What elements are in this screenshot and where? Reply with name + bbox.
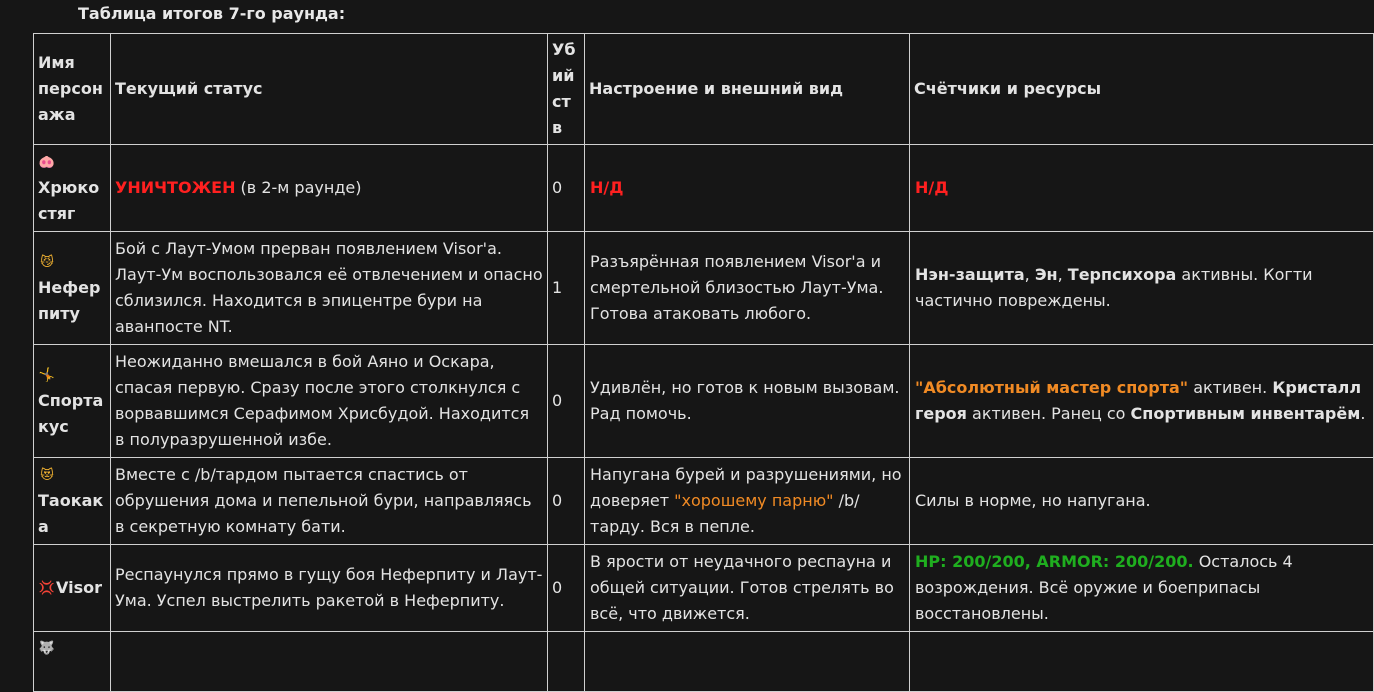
character-name: Хрюкостяг — [38, 178, 100, 223]
mood-cell: Удивлён, но готов к новым вызовам. Рад помочь. — [585, 345, 910, 458]
status-cell — [111, 145, 548, 232]
mood-cell — [585, 458, 910, 545]
mood-cell: В ярости от неудачного респауна и общей ситуации. Готов стрелять во всё, что движется. — [585, 545, 910, 632]
hp-armor-stats: HP: 200/200, ARMOR: 200/200. — [915, 552, 1194, 571]
character-name: Неферпиту — [38, 278, 101, 323]
separator: , — [1024, 265, 1035, 284]
kills-cell: 0 — [548, 345, 585, 458]
kills-cell: 0 — [548, 458, 585, 545]
na-label: Н/Д — [915, 178, 949, 197]
anger-symbol-icon: 💢 — [38, 580, 56, 596]
separator: , — [1057, 265, 1068, 284]
counters-text: активен. Ранец со — [966, 404, 1131, 423]
resource-name: Терпсихора — [1067, 265, 1177, 284]
character-name: Спортакус — [38, 391, 104, 436]
counters-text: Осталось 4 возрождения. Всё оружие и боеприпасы восстановлены. — [915, 552, 1293, 623]
gymnast-icon: 🤸 — [38, 367, 56, 383]
counters-cell — [910, 345, 1374, 458]
pig-nose-icon: 🐽 — [38, 154, 56, 170]
round-results-table — [33, 33, 1374, 692]
table-row — [34, 545, 1374, 632]
character-name: Таокака — [38, 491, 104, 536]
table-row — [34, 232, 1374, 345]
resource-name: Эн — [1034, 265, 1058, 284]
header-name: Имя персонажа — [34, 34, 111, 145]
table-title: Таблица итогов 7-го раунда: — [78, 4, 346, 23]
counters-text: активны. Когти частично повреждены. — [915, 265, 1313, 310]
resource-name: Кристалл героя — [915, 378, 1362, 423]
table-row — [34, 632, 1374, 692]
cat-face-icon: 😼 — [40, 254, 54, 270]
character-cell — [34, 458, 111, 545]
resource-name: Нэн-защита — [915, 265, 1025, 284]
counters-cell: Силы в норме, но напугана. — [910, 458, 1374, 545]
mood-text: Напугана бурей и разрушениями, но доверяет — [590, 465, 902, 510]
table-header-row — [34, 34, 1374, 145]
kills-cell — [548, 632, 585, 692]
status-text: (в 2-м раунде) — [235, 178, 362, 197]
destroyed-label: УНИЧТОЖЕН — [115, 178, 236, 197]
counters-text: активен. — [1188, 378, 1273, 397]
mood-cell — [585, 145, 910, 232]
character-cell — [34, 345, 111, 458]
character-cell — [34, 545, 111, 632]
status-cell: Вместе с /b/тардом пытается спастись от обрушения дома и пепельной бури, направляясь в секретную комнату бати. — [111, 458, 548, 545]
status-cell: Респаунулся прямо в гущу боя Неферпиту и Лаут-Ума. Успел выстрелить ракетой в Неферпиту. — [111, 545, 548, 632]
status-cell: Неожиданно вмешался в бой Аяно и Оскара, спасая первую. Сразу после этого столкнулся с ворвавшимся Серафимом Хрисбудой. Находится в полуразрушенной избе. — [111, 345, 548, 458]
table-row — [34, 458, 1374, 545]
header-kills: Убийств — [548, 34, 585, 145]
counters-cell — [910, 145, 1374, 232]
table-row — [34, 345, 1374, 458]
quote-highlight: "хорошему парню" — [674, 491, 834, 510]
kills-cell: 0 — [548, 545, 585, 632]
ability-name: "Абсолютный мастер спорта" — [915, 378, 1189, 397]
status-cell — [111, 632, 548, 692]
mood-cell: Разъярённая появлением Visor'а и смертельной близостью Лаут-Ума. Готова атаковать любого. — [585, 232, 910, 345]
mood-cell — [585, 632, 910, 692]
counters-cell — [910, 232, 1374, 345]
kills-cell: 0 — [548, 145, 585, 232]
wolf-face-icon: 🐺 — [38, 640, 56, 656]
header-mood: Настроение и внешний вид — [585, 34, 910, 145]
header-status: Текущий статус — [111, 34, 548, 145]
counters-cell — [910, 632, 1374, 692]
na-label: Н/Д — [590, 178, 624, 197]
heart-eyes-cat-icon: 😻 — [40, 467, 54, 483]
resource-name: Спортивным инвентарём — [1130, 404, 1361, 423]
character-cell — [34, 145, 111, 232]
character-cell — [34, 232, 111, 345]
mood-text: /b/тарду. Вся в пепле. — [590, 491, 860, 536]
table-row — [34, 145, 1374, 232]
character-name: Visor — [56, 578, 102, 597]
counters-cell — [910, 545, 1374, 632]
counters-text: . — [1360, 404, 1366, 423]
character-cell — [34, 632, 111, 692]
kills-cell: 1 — [548, 232, 585, 345]
header-counters: Счётчики и ресурсы — [910, 34, 1374, 145]
status-cell: Бой с Лаут-Умом прерван появлением Visor'а. Лаут-Ум воспользовался её отвлечением и опасно сблизился. Находится в эпицентре бури на аванпосте NT. — [111, 232, 548, 345]
